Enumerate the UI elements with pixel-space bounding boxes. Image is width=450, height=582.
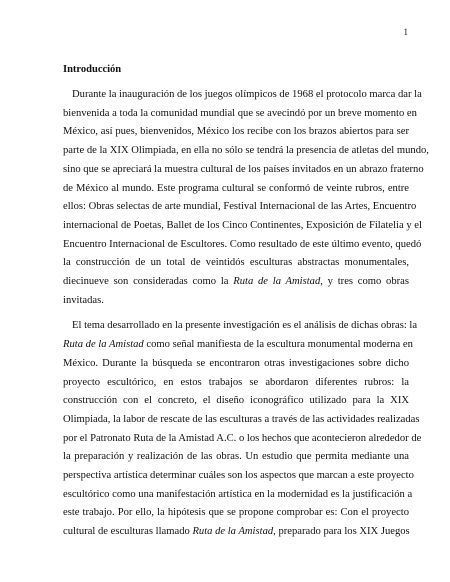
text-line: parte de la XIX Olimpiada, en ella no sólo se tendrá la presencia de atletas del mundo, bbox=[63, 145, 429, 157]
text-line: Olimpiada, la labor de rescate de las esculturas a través de las actividades realizadas bbox=[63, 413, 420, 425]
text-line: escultórico como una manifestación artística en la modernidad es la justificación a bbox=[63, 488, 413, 500]
text-line: la construcción de un total de veintidós esculturas abstractas monumentales, bbox=[63, 257, 409, 269]
text-line: internacional de Poetas, Ballet de los Cinco Continentes, Exposición de Filatelia y el bbox=[63, 219, 422, 231]
text-line: por el Patronato Ruta de la Amistad A.C. o los hechos que acontecieron alrededor de bbox=[63, 432, 422, 444]
text-line: este trabajo. Por ello, la hipótesis que se propone comprobar es: Con el proyecto bbox=[63, 507, 409, 519]
text-line: perspectiva artística determinar cuáles son los aspectos que marcan a este proyecto bbox=[63, 470, 414, 482]
text-line: sino que se apreciará la muestra cultural de los países invitados en un abrazo fraterno bbox=[63, 163, 424, 175]
text-line: bienvenida a toda la comunidad mundial que se avecindó por un breve momento en bbox=[63, 107, 417, 119]
text-line: invitadas. bbox=[63, 294, 104, 306]
text-line: cultural de esculturas llamado Ruta de la Amistad, preparado para los XIX Juegos bbox=[63, 526, 410, 538]
text-line: México, así pues, bienvenidos, México los recibe con los brazos abiertos para ser bbox=[63, 126, 409, 138]
text-line: diecinueve son consideradas como la Ruta de la Amistad, y tres como obras bbox=[63, 276, 409, 288]
text-line: la preparación y realización de las obras. Un estudio que permita mediante una bbox=[63, 451, 409, 463]
paragraph-2 bbox=[63, 317, 422, 541]
text-line: construcción con el concreto, el diseño iconográfico utilizado para la XIX bbox=[63, 395, 409, 407]
page-number: 1 bbox=[403, 27, 408, 37]
paragraph-1 bbox=[63, 86, 429, 310]
text-line: de México al mundo. Este programa cultural se conformó de veinte rubros, entre bbox=[63, 182, 409, 194]
text-line: Durante la inauguración de los juegos olímpicos de 1968 el protocolo marca dar la bbox=[72, 89, 422, 100]
section-heading: Introducción bbox=[63, 64, 122, 75]
body-text bbox=[63, 86, 429, 549]
text-line: Ruta de la Amistad como señal manifiesta de la escultura monumental moderna en bbox=[63, 339, 413, 351]
text-line: El tema desarrollado en la presente investigación es el análisis de dichas obras: la bbox=[72, 320, 418, 332]
text-line: proyecto escultórico, en estos trabajos se abordaron diferentes rubros: la bbox=[63, 376, 409, 388]
text-line: ellos: Obras selectas de arte mundial, Festival Internacional de las Artes, Encuentro bbox=[63, 201, 417, 213]
text-line: Encuentro Internacional de Escultores. Como resultado de este último evento, quedó bbox=[63, 238, 422, 250]
text-line: México. Durante la búsqueda se encontraron otras investigaciones sobre dicho bbox=[63, 357, 409, 369]
